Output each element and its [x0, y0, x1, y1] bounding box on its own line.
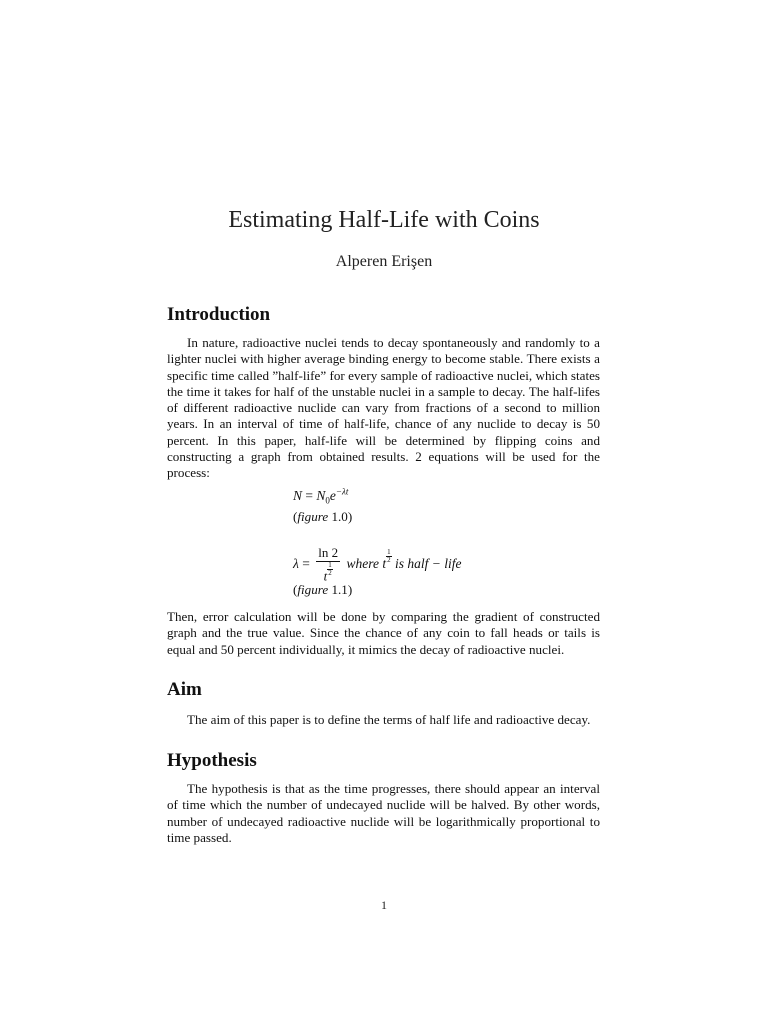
eq2-where-text: where t	[346, 555, 387, 571]
eq1-exponent: −λt	[335, 486, 349, 497]
eq2-fraction	[316, 545, 340, 584]
paper-author: Alperen Erişen	[335, 253, 433, 270]
section-heading-introduction: Introduction	[167, 304, 271, 325]
figure-number: 1.1	[331, 582, 348, 597]
figure-word: figure	[297, 509, 329, 524]
eq1-lhs: N	[293, 488, 303, 503]
eq2-numerator: ln 2	[318, 545, 339, 560]
eq2-where-half-fraction: $\frac{1}{2}$	[387, 548, 391, 565]
introduction-paragraph-2: Then, error calculation will be done by comparing the gradient of constructed graph and the true value. Since the chance of any coin to fall heads or tails is equal and 50 percent individually, it mimics the decay of radioactive nuclei.	[167, 609, 600, 657]
eq2-denominator: t $\frac{1}{2}$	[323, 561, 332, 584]
eq2-lhs: λ	[293, 555, 299, 571]
hypothesis-paragraph	[167, 781, 600, 846]
aim-paragraph-text: The aim of this paper is to define the terms of half life and radioactive decay.	[187, 712, 591, 727]
eq2-equals: =	[302, 555, 310, 571]
eq1-base: N	[316, 488, 326, 503]
eq2-is-text: is half − life	[394, 555, 462, 571]
eq1-equals: =	[305, 488, 314, 503]
equation-decay-law	[293, 487, 348, 505]
introduction-paragraph-1	[167, 335, 600, 482]
aim-paragraph	[167, 712, 600, 728]
section-heading-aim: Aim	[167, 679, 202, 700]
figure-label-1-1: (figure 1.1)	[293, 582, 353, 597]
eq1-subscript: 0	[325, 495, 330, 506]
section-heading-hypothesis: Hypothesis	[167, 750, 257, 771]
equation-decay-constant	[293, 545, 461, 584]
eq1-exp-base: e	[329, 488, 336, 503]
paper-title: Estimating Half-Life with Coins	[228, 207, 540, 233]
hypothesis-paragraph-text: The hypothesis is that as the time progresses, there should appear an interval of time which the number of undecayed nuclide will be halved. By other words, number of undecayed radioactive nuclide will be logarithmically proportional to time passed.	[167, 781, 600, 845]
figure-label-1-0: (figure 1.0)	[293, 509, 353, 524]
figure-word: figure	[297, 582, 329, 597]
eq2-half-fraction: $\frac{1}{2}$	[328, 561, 332, 577]
page-number: 1	[381, 898, 387, 912]
introduction-paragraph-1-text: In nature, radioactive nuclei tends to decay spontaneously and randomly to a lighter nuclei with higher average binding energy to become stable. There exists a specific time called ”half-life” for every sample of radioactive nuclei, which states the time it takes for half of the unstable nuclei in a sample to decay. The half-lifes of different radioactive nuclide can vary from fractions of a second to million years. In an interval of time of half-life, chance of any nuclide to decay is 50 percent. In this paper, half-life will be determined by flipping coins and constructing a graph from obtained results. 2 equations will be used for the process:	[167, 335, 600, 481]
figure-number: 1.0	[331, 509, 348, 524]
